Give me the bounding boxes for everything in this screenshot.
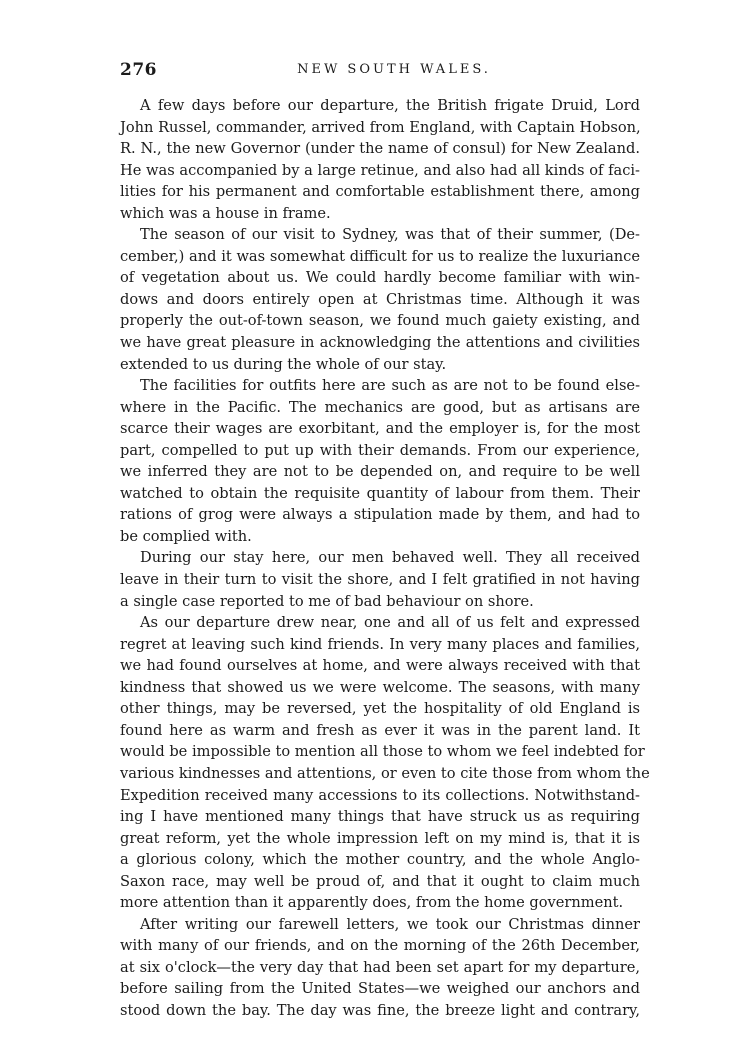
text-line: The facilities for outfits here are such as are not to be found else- [140, 377, 640, 395]
text-line: part, compelled to put up with their demands. From our experience, [120, 441, 640, 459]
text-line: ing I have mentioned many things that have struck us as requiring [120, 808, 640, 826]
text-line: we inferred they are not to be depended on, and require to be well [120, 463, 640, 481]
text-line: stood down the bay. The day was fine, the breeze light and contrary, [120, 1001, 640, 1019]
body-text [120, 95, 650, 1022]
text-line: dows and doors entirely open at Christmas time. Although it was [120, 290, 640, 308]
page-header [120, 60, 640, 82]
text-line: John Russel, commander, arrived from England, with Captain Hobson, [120, 118, 641, 136]
text-line: which was a house in frame. [120, 204, 331, 222]
text-line: kindness that showed us we were welcome. The seasons, with many [120, 678, 640, 696]
text-line: of vegetation about us. We could hardly become familiar with win- [120, 269, 640, 287]
page-number: 276 [120, 60, 157, 80]
text-line: various kindnesses and attentions, or even to cite those from whom the [120, 764, 650, 782]
text-line: a single case reported to me of bad behaviour on shore. [120, 592, 534, 610]
text-line: more attention than it apparently does, from the home government. [120, 894, 624, 912]
text-line: with many of our friends, and on the morning of the 26th December, [120, 937, 640, 955]
text-line: leave in their turn to visit the shore, and I felt gratified in not having [120, 571, 640, 589]
paragraph [120, 612, 650, 914]
text-line: He was accompanied by a large retinue, and also had all kinds of faci- [120, 161, 640, 179]
text-line: The season of our visit to Sydney, was that of their summer, (De- [140, 226, 640, 244]
text-line: cember,) and it was somewhat difficult for us to realize the luxuriance [120, 247, 640, 265]
running-title: NEW SOUTH WALES. [297, 62, 491, 77]
text-line: we had found ourselves at home, and were always received with that [120, 657, 640, 675]
text-line: A few days before our departure, the British frigate Druid, Lord [140, 97, 640, 114]
text-line: a glorious colony, which the mother country, and the whole Anglo- [120, 851, 640, 869]
text-line: scarce their wages are exorbitant, and the employer is, for the most [120, 420, 640, 438]
text-line: at six o'clock—the very day that had been set apart for my departure, [120, 958, 640, 976]
text-line: properly the out-of-town season, we found much gaiety existing, and [120, 312, 640, 330]
paragraph [120, 375, 640, 547]
text-line: As our departure drew near, one and all of us felt and expressed [140, 614, 640, 632]
text-line: would be impossible to mention all those to whom we feel indebted for [120, 743, 645, 761]
text-line: rations of grog were always a stipulation made by them, and had to [120, 506, 640, 524]
paragraph [120, 95, 640, 224]
text-line: After writing our farewell letters, we took our Christmas dinner [140, 915, 640, 933]
text-line: R. N., the new Governor (under the name of consul) for New Zealand. [120, 140, 640, 158]
paragraph [120, 914, 640, 1022]
text-line: Expedition received many accessions to its collections. Notwithstand- [120, 786, 640, 804]
text-line: other things, may be reversed, yet the hospitality of old England is [120, 700, 640, 718]
text-line: where in the Pacific. The mechanics are good, but as artisans are [120, 398, 640, 416]
text-line: lities for his permanent and comfortable establishment there, among [120, 183, 640, 201]
text-line: Saxon race, may well be proud of, and that it ought to claim much [120, 872, 640, 890]
text-line: great reform, yet the whole impression left on my mind is, that it is [120, 829, 640, 847]
text-line: we have great pleasure in acknowledging the attentions and civilities [120, 334, 640, 352]
text-line: regret at leaving such kind friends. In very many places and families, [120, 635, 640, 653]
text-line: During our stay here, our men behaved well. They all received [140, 549, 640, 567]
paragraph [120, 547, 640, 612]
text-line: watched to obtain the requisite quantity of labour from them. Their [120, 484, 640, 502]
text-line: before sailing from the United States—we weighed our anchors and [120, 980, 640, 998]
paragraph [120, 224, 640, 375]
text-line: extended to us during the whole of our stay. [120, 355, 447, 373]
text-line: found here as warm and fresh as ever it was in the parent land. It [120, 721, 640, 739]
text-line: be complied with. [120, 527, 252, 545]
